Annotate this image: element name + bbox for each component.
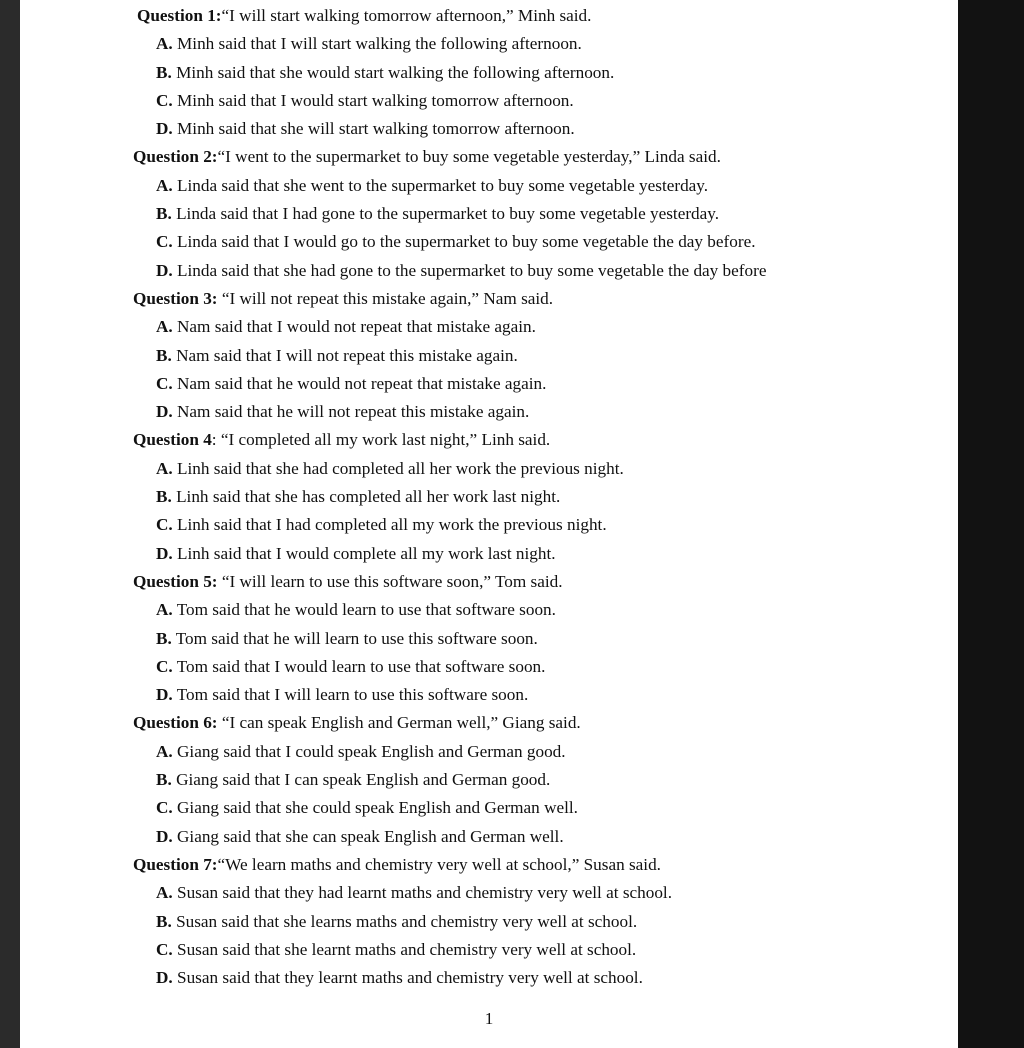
question-6-option [20, 738, 958, 766]
question-7-option [20, 936, 958, 964]
option-letter: D. [156, 260, 173, 280]
option-text: Minh said that I will start walking the following afternoon. [172, 34, 582, 54]
option-letter: A. [156, 317, 173, 337]
option-text: Nam said that he will not repeat this mistake again. [172, 402, 530, 422]
question-list [20, 2, 958, 992]
option-text: Linh said that she has completed all her work last night. [171, 487, 561, 507]
question-6 [20, 709, 958, 737]
question-prompt: “I can speak English and German well,” Giang said. [217, 713, 581, 733]
option-text: Susan said that they learnt maths and chemistry very well at school. [172, 968, 643, 988]
option-letter: B. [156, 628, 172, 648]
question-5-option [20, 625, 958, 653]
option-letter: B. [156, 62, 172, 82]
question-5-option [20, 681, 958, 709]
question-prompt: “I will learn to use this software soon,” Tom said. [217, 571, 563, 591]
question-2-option [20, 257, 958, 285]
option-text: Linda said that she went to the supermarket to buy some vegetable yesterday. [172, 175, 709, 195]
option-text: Nam said that he would not repeat that mistake again. [172, 373, 547, 393]
question-6-option [20, 823, 958, 851]
option-text: Nam said that I will not repeat this mistake again. [171, 345, 518, 365]
question-label: Question 1: [137, 6, 222, 25]
option-letter: A. [156, 600, 173, 620]
question-2-option [20, 228, 958, 256]
viewer-left-edge [0, 0, 20, 1048]
option-letter: C. [156, 515, 173, 535]
option-letter: A. [156, 34, 173, 54]
option-letter: D. [156, 826, 173, 846]
option-text: Minh said that she would start walking the following afternoon. [171, 62, 615, 82]
question-label: Question 5: [133, 571, 218, 591]
option-letter: C. [156, 939, 173, 959]
question-prompt: : “I completed all my work last night,” Linh said. [211, 430, 551, 450]
question-3-option [20, 398, 958, 426]
question-4-option [20, 483, 958, 511]
document-page [20, 0, 958, 1048]
question-1-option [20, 59, 958, 87]
question-prompt: “I will not repeat this mistake again,” Nam said. [217, 288, 554, 308]
question-4-option [20, 511, 958, 539]
question-4-option [20, 540, 958, 568]
question-1-option [20, 87, 958, 115]
page-number: 1 [484, 1009, 494, 1028]
question-2-option [20, 172, 958, 200]
question-label: Question 3: [133, 288, 218, 308]
option-letter: B. [156, 204, 172, 224]
question-1-option [20, 30, 958, 58]
question-5 [20, 568, 958, 596]
question-label: Question 2: [133, 147, 218, 167]
option-text: Tom said that he would learn to use that software soon. [172, 600, 556, 620]
option-text: Minh said that I would start walking tomorrow afternoon. [172, 90, 574, 110]
option-text: Minh said that she will start walking tomorrow afternoon. [172, 119, 575, 139]
option-letter: D. [156, 968, 173, 988]
option-letter: C. [156, 232, 173, 252]
option-text: Giang said that I can speak English and German good. [171, 770, 551, 790]
option-letter: D. [156, 119, 173, 139]
option-letter: B. [156, 345, 172, 365]
option-letter: A. [156, 175, 173, 195]
question-prompt: “I went to the supermarket to buy some vegetable yesterday,” Linda said. [217, 147, 721, 167]
question-7-option [20, 879, 958, 907]
option-text: Tom said that he will learn to use this software soon. [171, 628, 538, 648]
question-prompt: “We learn maths and chemistry very well at school,” Susan said. [217, 854, 661, 874]
question-label: Question 7: [133, 854, 218, 874]
option-letter: C. [156, 90, 173, 110]
option-letter: C. [156, 373, 173, 393]
question-4 [20, 426, 958, 454]
question-7-option [20, 908, 958, 936]
option-text: Linh said that she had completed all her work the previous night. [172, 458, 624, 478]
option-letter: C. [156, 798, 173, 818]
question-5-option [20, 653, 958, 681]
question-1-option [20, 115, 958, 143]
question-6-option [20, 766, 958, 794]
question-6-option [20, 794, 958, 822]
question-prompt: “I will start walking tomorrow afternoon,” Minh said. [221, 6, 592, 25]
option-letter: B. [156, 770, 172, 790]
option-text: Susan said that she learns maths and chemistry very well at school. [171, 911, 638, 931]
option-letter: B. [156, 911, 172, 931]
option-letter: B. [156, 487, 172, 507]
option-text: Linda said that I had gone to the supermarket to buy some vegetable yesterday. [171, 204, 720, 224]
question-7-option [20, 964, 958, 992]
option-letter: A. [156, 458, 173, 478]
question-4-option [20, 455, 958, 483]
option-text: Linh said that I would complete all my work last night. [172, 543, 556, 563]
question-3-option [20, 370, 958, 398]
option-text: Linh said that I had completed all my work the previous night. [172, 515, 607, 535]
question-7 [20, 851, 958, 879]
viewer-right-edge [958, 0, 1024, 1048]
option-text: Giang said that I could speak English and German good. [172, 741, 566, 761]
option-text: Tom said that I will learn to use this software soon. [172, 685, 529, 705]
question-1 [20, 2, 958, 30]
option-text: Linda said that I would go to the supermarket to buy some vegetable the day before. [172, 232, 756, 252]
option-letter: D. [156, 685, 173, 705]
option-letter: A. [156, 883, 173, 903]
question-2-option [20, 200, 958, 228]
option-text: Nam said that I would not repeat that mistake again. [172, 317, 536, 337]
option-text: Tom said that I would learn to use that software soon. [172, 656, 546, 676]
option-text: Susan said that they had learnt maths and chemistry very well at school. [172, 883, 672, 903]
question-3 [20, 285, 958, 313]
option-text: Giang said that she could speak English and German well. [172, 798, 578, 818]
question-3-option [20, 342, 958, 370]
option-text: Giang said that she can speak English and German well. [172, 826, 564, 846]
option-letter: C. [156, 656, 173, 676]
option-letter: D. [156, 543, 173, 563]
option-text: Linda said that she had gone to the supermarket to buy some vegetable the day before [172, 260, 767, 280]
option-letter: D. [156, 402, 173, 422]
question-2 [20, 143, 958, 171]
question-5-option [20, 596, 958, 624]
question-3-option [20, 313, 958, 341]
option-letter: A. [156, 741, 173, 761]
question-label: Question 6: [133, 713, 218, 733]
question-label: Question 4 [133, 430, 212, 450]
option-text: Susan said that she learnt maths and chemistry very well at school. [172, 939, 637, 959]
